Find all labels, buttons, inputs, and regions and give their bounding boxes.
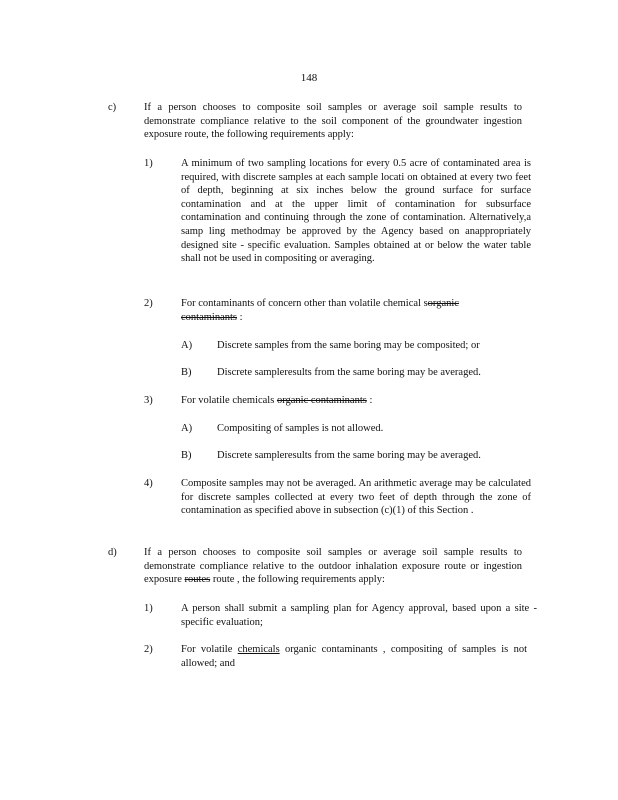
d-text-b: route , the following requirements apply: [210,574,385,586]
c2a-label: A) [181,340,193,351]
c3b-label: B) [181,450,192,461]
c3-text [181,394,511,408]
c3-text-a: For volatile chemicals [181,395,277,406]
c2-text-a: For contaminants of concern other than volatile chemical s [181,298,428,309]
section-d-text [144,546,522,587]
section-c-text: If a person chooses to composite soil samples or average soil sample results to demonstrate compliance relative to the soil component of the groundwater ingestion exposure route, the following requirements apply: [144,102,522,141]
c3a-text: Compositing of samples is not allowed. [217,423,384,434]
c3a-label: A) [181,423,193,434]
c1-text: A minimum of two sampling locations for every 0.5 acre of contaminated area is required, with discrete samples at each sample locati on obtained at every two feet of depth, beginning at six inches below the ground surface for surface contamination and at the upper limit of contamination for subsurface contamination and continuing through the zone of contamination. Alternatively,a samp ling methodmay be approved by the Agency based on anappropriately designed site - specific evaluation. Samples obtained at or below the water table shall not be used in compositing or averaging. [181,158,531,265]
c3-struck-text: organic contaminants [276,395,367,406]
c2b-label: B) [181,367,192,378]
c2-label: 2) [144,298,153,309]
section-d-label: d) [108,547,117,558]
c4-label: 4) [144,478,153,489]
d2-text-b: organic contaminants , compositing of samples is not allowed; and [181,644,527,669]
d-text-a: If a person chooses to composite soil samples or average soil sample results to demonstrate compliance relative to the outdoor inhalation exposure route or ingestion exposure [144,547,522,586]
section-c-label: c) [108,102,117,113]
c2a-text: Discrete samples from the same boring may be composited; or [217,340,480,351]
d2-text [181,643,527,670]
c4-text: Composite samples may not be averaged. An arithmetic average may be calculated for discrete samples collected at every two feet of depth through the zone of contamination as specified above in subsection (c)(1) of this Section . [181,478,531,517]
d-struck-text: routes [184,574,211,586]
c3-label: 3) [144,395,153,406]
d2-text-a: For volatile [181,644,238,655]
page-number: 148 [300,72,318,84]
d2-underlined-text: chemicals [237,644,280,655]
c1-label: 1) [144,158,153,169]
d1-label: 1) [144,603,153,614]
d1-text: A person shall submit a sampling plan for Agency approval, based upon a site -specific evaluation; [181,603,537,628]
c2-text-b: : [237,311,243,323]
c2-struck-text: organic contaminants [181,298,459,323]
c3-text-b: : [366,395,373,406]
d2-label: 2) [144,644,153,655]
c2-text [181,297,511,324]
c3b-text: Discrete sampleresults from the same boring may be averaged. [217,450,481,461]
c2b-text: Discrete sampleresults from the same boring may be averaged. [217,367,481,378]
